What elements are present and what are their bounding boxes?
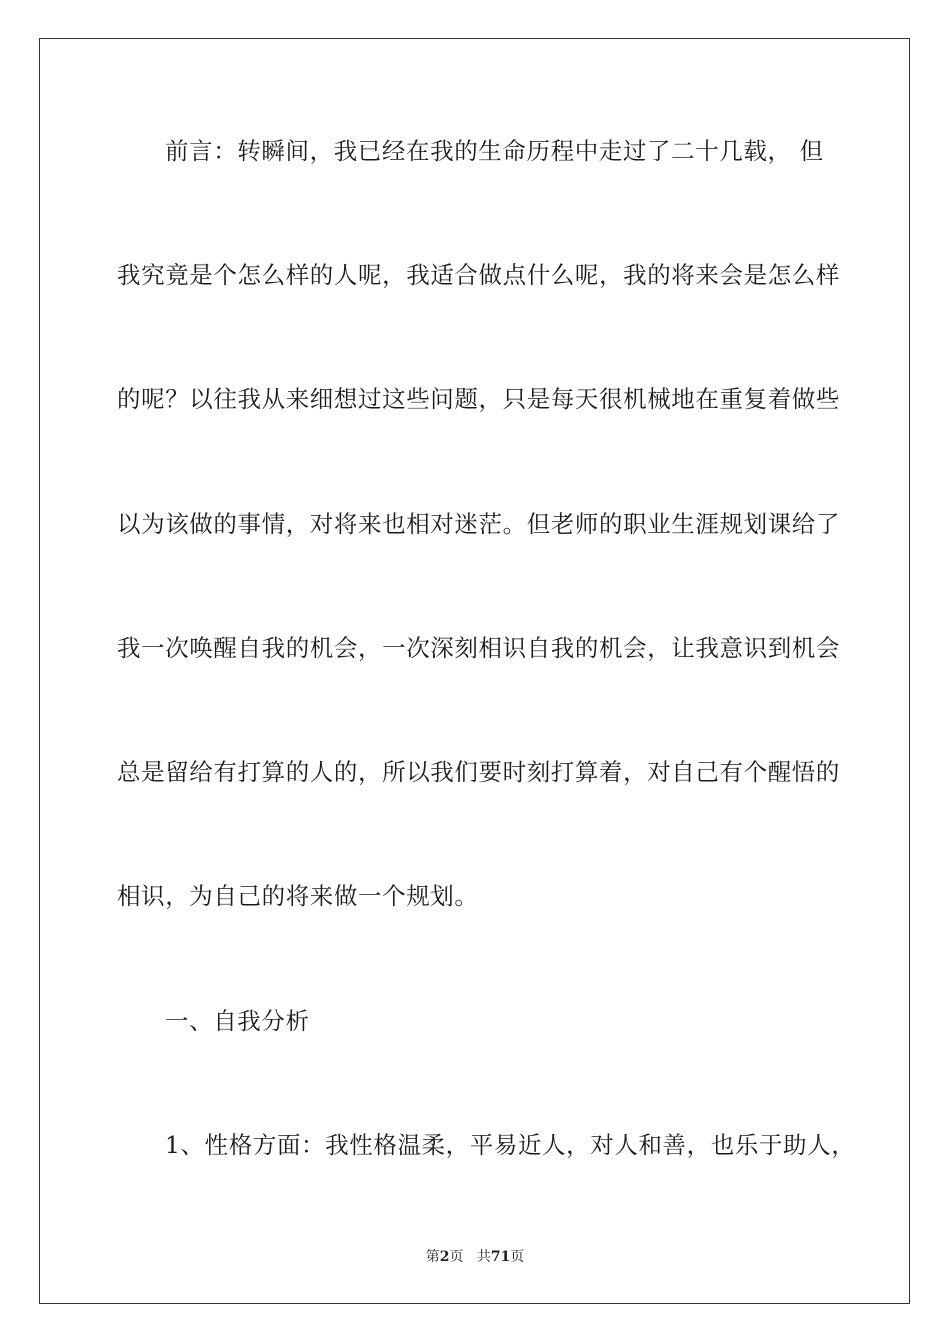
total-prefix: 共	[476, 1249, 491, 1265]
section-heading: 一、自我分析	[165, 1007, 310, 1035]
body-text-line: 的呢？以往我从来细想过这些问题，只是每天很机械地在重复着做些	[117, 385, 840, 413]
page-prefix: 第	[425, 1249, 440, 1265]
page-number: 2	[439, 1249, 450, 1265]
body-text-line: 相识，为自己的将来做一个规划。	[117, 882, 479, 910]
page-suffix: 页	[449, 1249, 464, 1265]
body-text-line: 前言：转瞬间，我已经在我的生命历程中走过了二十几载， 但	[165, 137, 824, 165]
page-border	[39, 38, 910, 1304]
body-text-line: 总是留给有打算的人的，所以我们要时刻打算着，对自己有个醒悟的	[117, 758, 840, 786]
body-text-line: 我究竟是个怎么样的人呢，我适合做点什么呢，我的将来会是怎么样	[117, 261, 840, 289]
total-suffix: 页	[510, 1249, 525, 1265]
body-text-line: 我一次唤醒自我的机会，一次深刻相识自我的机会，让我意识到机会	[117, 634, 840, 662]
body-text-line: 1、性格方面：我性格温柔，平易近人，对人和善，也乐于助人，	[165, 1131, 856, 1159]
page-footer	[0, 1246, 950, 1266]
total-pages: 71	[490, 1249, 511, 1265]
body-text-line: 以为该做的事情，对将来也相对迷茫。但老师的职业生涯规划课给了	[117, 510, 840, 538]
